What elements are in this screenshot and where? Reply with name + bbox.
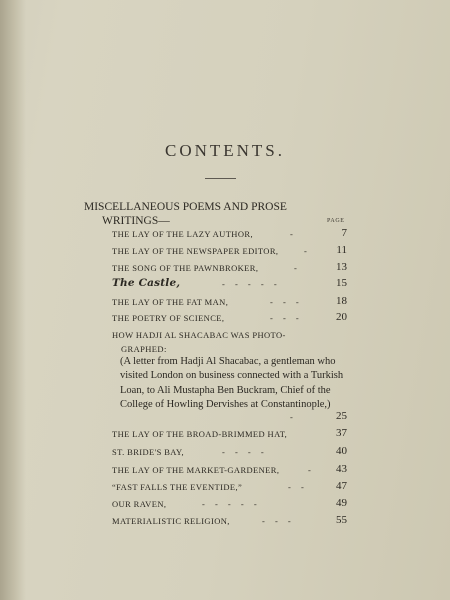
section-heading	[84, 200, 314, 228]
toc-entry-title: THE LAY OF THE NEWSPAPER EDITOR,	[112, 246, 279, 256]
toc-entry-page: 37	[336, 427, 347, 439]
toc-entry-leader: -	[290, 412, 297, 422]
toc-entry-page: 43	[336, 463, 347, 475]
toc-entry-title: THE LAY OF THE FAT MAN,	[112, 297, 229, 307]
toc-entry-leader: - - - -	[222, 447, 268, 457]
toc-entry	[112, 279, 347, 293]
title-rule	[205, 178, 236, 179]
toc-entry-page: 49	[336, 497, 347, 509]
hadji-title-line1: HOW HADJI AL SHACABAC WAS PHOTO-	[112, 330, 286, 340]
toc-entry-page: 13	[336, 261, 347, 273]
toc-entry-leader: -	[294, 263, 301, 273]
toc-entry	[112, 465, 347, 479]
toc-entry-title: THE LAY OF THE MARKET-GARDENER,	[112, 465, 280, 475]
toc-entry-leader: - - - - -	[202, 499, 261, 509]
toc-entry-page: 11	[336, 244, 347, 256]
hadji-page-row	[290, 412, 347, 426]
toc-entry-title: OUR RAVEN,	[112, 499, 167, 509]
page-column-label: PAGE	[327, 218, 345, 224]
section-heading-line2: WRITINGS—	[102, 215, 170, 227]
toc-entry	[112, 297, 347, 311]
toc-entry-title: THE POETRY OF SCIENCE,	[112, 313, 225, 323]
toc-entry	[112, 246, 347, 260]
toc-entry-leader: -	[290, 229, 297, 239]
toc-entry-title: The Castle,	[112, 277, 181, 289]
toc-entry	[112, 263, 347, 277]
toc-entry-title: ST. BRIDE'S BAY,	[112, 447, 185, 457]
hadji-parenthetical: (A letter from Hadji Al Shacabac, a gentleman who visited London on business connected with a Turkish Loan, to Ali Mustapha Ben Buckram, Chief of the College of Howling Dervishes at Constantinople,)	[120, 356, 344, 411]
toc-entry-page: 7	[341, 227, 347, 239]
toc-entry-title: MATERIALISTIC RELIGION,	[112, 516, 230, 526]
toc-entry-leader: -	[308, 465, 315, 475]
section-heading-line1: MISCELLANEOUS POEMS AND PROSE	[84, 201, 287, 213]
toc-entry	[112, 229, 347, 243]
toc-entry-leader: - - -	[262, 516, 295, 526]
toc-entry-title: THE SONG OF THE PAWNBROKER,	[112, 263, 259, 273]
toc-entry-title: THE LAY OF THE BROAD-BRIMMED HAT,	[112, 429, 288, 439]
toc-entry-leader: - - -	[270, 297, 303, 307]
toc-entry-page: 47	[336, 480, 347, 492]
toc-entry	[112, 313, 347, 327]
toc-entry	[112, 447, 347, 461]
toc-entry	[112, 516, 347, 530]
toc-entry	[112, 482, 347, 496]
toc-entry-page: 40	[336, 445, 347, 457]
hadji-title-line2: GRAPHED:	[121, 344, 167, 354]
toc-entry-leader: - -	[288, 482, 308, 492]
toc-entry	[112, 429, 347, 443]
book-spine-shadow	[0, 0, 26, 600]
toc-entry-page: 15	[336, 277, 347, 289]
toc-entry-leader: - - -	[270, 313, 303, 323]
toc-entry-page: 55	[336, 514, 347, 526]
toc-entry-title: “FAST FALLS THE EVENTIDE,”	[112, 482, 243, 492]
toc-entry-leader: -	[304, 246, 311, 256]
toc-entry	[112, 499, 347, 513]
contents-title: CONTENTS.	[164, 141, 286, 160]
toc-entry-page: 18	[336, 295, 347, 307]
toc-entry-leader: - - - - -	[222, 279, 281, 289]
toc-entry-title: THE LAY OF THE LAZY AUTHOR,	[112, 229, 253, 239]
toc-entry-page: 25	[336, 410, 347, 422]
toc-entry-page: 20	[336, 311, 347, 323]
toc-entry-hadji	[112, 328, 286, 356]
